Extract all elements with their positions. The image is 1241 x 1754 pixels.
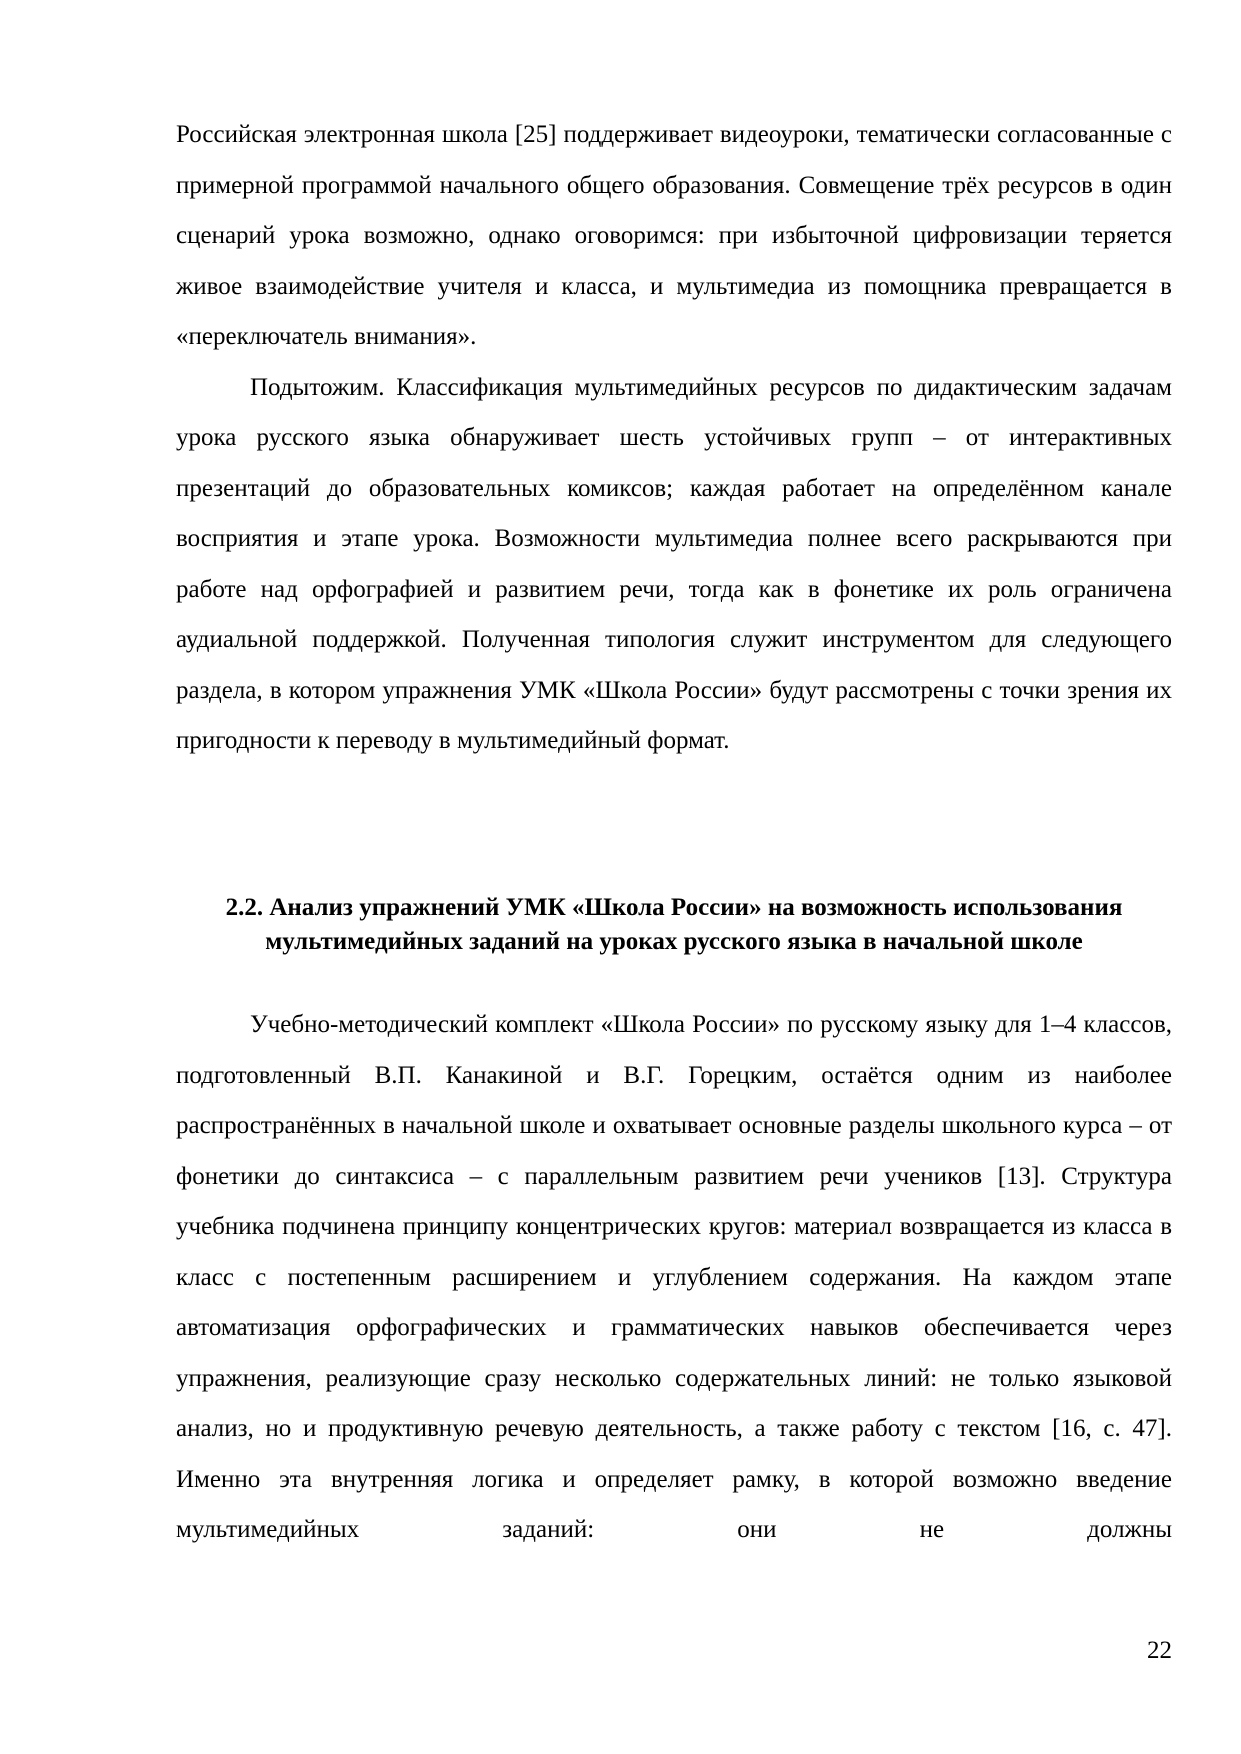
section-heading: 2.2. Анализ упражнений УМК «Школа России» на возможность использования мультимедийных заданий на уроках русского языка в начальной школе	[225, 894, 1123, 955]
text-block-top	[176, 110, 1172, 767]
paragraph-res: Российская электронная школа [25] поддерживает видеоуроки, тематически согласованные с примерной программой начального общего образования. Совмещение трёх ресурсов в один сценарий урока возможно, однако оговоримся: при избыточной цифровизации теряется живое взаимодействие учителя и класса, и мультимедиа из помощника превращается в «переключатель внимания».	[176, 121, 1172, 350]
page-number: 22	[1147, 1637, 1172, 1664]
paragraph-summary: Подытожим. Классификация мультимедийных ресурсов по дидактическим задачам урока русского языка обнаруживает шесть устойчивых групп – от интерактивных презентаций до образовательных комиксов; каждая работает на определённом канале восприятия и этапе урока. Возможности мультимедиа полнее всего раскрываются при работе над орфографией и развитием речи, тогда как в фонетике их роль ограничена аудиальной поддержкой. Полученная типология служит инструментом для следующего раздела, в котором упражнения УМК «Школа России» будут рассмотрены с точки зрения их пригодности к переводу в мультимедийный формат.	[176, 373, 1172, 754]
paragraph-umk: Учебно-методический комплект «Школа России» по русскому языку для 1–4 классов, подготовленный В.П. Канакиной и В.Г. Горецким, остаётся одним из наиболее распространённых в начальной школе и охватывает основные разделы школьного курса – от фонетики до синтаксиса – с параллельным развитием речи учеников [13]. Структура учебника подчинена принципу концентрических кругов: материал возвращается из класса в класс с постепенным расширением и углублением содержания. На каждом этапе автоматизация орфографических и грамматических навыков обеспечивается через упражнения, реализующие сразу несколько содержательных линий: не только языковой анализ, но и продуктивную речевую деятельность, а также работу с текстом [16, с. 47]. Именно эта внутренняя логика и определяет рамку, в которой возможно введение мультимедийных заданий: они не должны	[176, 1011, 1172, 1543]
text-block-section	[176, 1000, 1172, 1556]
